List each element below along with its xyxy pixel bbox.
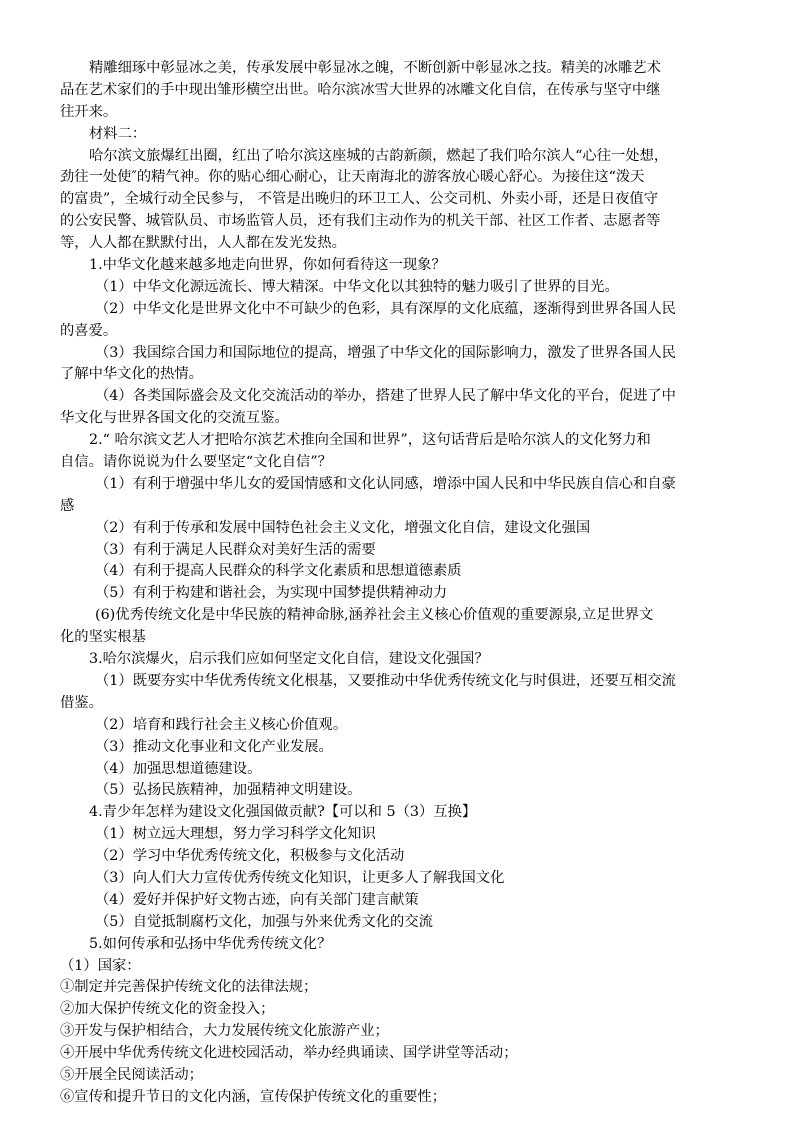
text-line: ③开发与保护相结合，大力发展传统文化旅游产业； xyxy=(60,1023,389,1040)
text-line: （3）我国综合国力和国际地位的提高，增强了中华文化的国际影响力，激发了世界各国人民 xyxy=(95,344,676,361)
text-line: （2）学习中华优秀传统文化，积极参与文化活动 xyxy=(95,848,405,865)
text-line: 材料二： xyxy=(89,125,147,142)
text-line: （3）向人们大力宣传优秀传统文化知识，让更多人了解我国文化 xyxy=(95,869,505,886)
text-line: ②加大保护传统文化的资金投入； xyxy=(60,1001,275,1018)
text-line: (6)优秀传统文化是中华民族的精神命脉,涵养社会主义核心价值观的重要源泉,立足世界文 xyxy=(95,607,654,624)
text-line: 化的坚实根基 xyxy=(60,629,146,646)
text-line: 华文化与世界各国文化的交流互鉴。 xyxy=(60,410,289,427)
document-body xyxy=(60,58,736,1109)
text-line: 劲往一处使″的精气神。你的贴心细心耐心，让天南海北的游客放心暖心舒心。为接住这“泼天 xyxy=(60,169,645,186)
text-line: ⑤开展全民阅读活动； xyxy=(60,1066,203,1083)
text-line: 的公安民警、城管队员、市场监管人员，还有我们主动作为的机关干部、社区工作者、志愿者等 xyxy=(60,213,661,230)
text-line: 精雕细琢中彰显冰之美，传承发展中彰显冰之魄，不断创新中彰显冰之技。精美的冰雕艺术 xyxy=(89,60,661,76)
text-line: 借鉴。 xyxy=(60,694,103,711)
text-line: 5.如何传承和弘扬中华优秀传统文化？ xyxy=(89,935,332,952)
text-line: （5）弘扬民族精神，加强精神文明建设。 xyxy=(95,782,362,799)
text-line: （2）有利于传承和发展中国特色社会主义文化，增强文化自信，建设文化强国 xyxy=(95,519,591,536)
text-line: ①制定并完善保护传统文化的法律法规； xyxy=(60,979,318,996)
text-line: （5）自觉抵制腐朽文化，加强与外来优秀文化的交流 xyxy=(95,913,433,930)
text-line: 品在艺术家们的手中现出雏形横空出世。哈尔滨冰雪大世界的冰雕文化自信，在传承与坚守中继 xyxy=(60,81,661,98)
text-line: （2）中华文化是世界文化中不可缺少的色彩，具有深厚的文化底蕴，逐渐得到世界各国人民 xyxy=(95,300,676,317)
text-line: 往开来。 xyxy=(60,103,118,120)
text-line: ④开展中华优秀传统文化进校园活动，举办经典诵读、国学讲堂等活动； xyxy=(60,1045,518,1062)
text-line: （1）国家： xyxy=(60,957,141,974)
text-line: （4）加强思想道德建设。 xyxy=(95,760,262,777)
text-line: 等，人人都在默默付出，人人都在发光发热。 xyxy=(60,235,346,252)
text-line: （1）有利于增强中华儿女的爱国情感和文化认同感，增添中国人民和中华民族自信心和自豪 xyxy=(95,475,676,492)
text-line: 的喜爱。 xyxy=(60,322,118,339)
text-line: （4）各类国际盛会及文化交流活动的举办，搭建了世界人民了解中华文化的平台，促进了中 xyxy=(95,388,676,405)
text-line: （1）树立远大理想，努力学习科学文化知识 xyxy=(95,826,376,843)
text-line: 自信。请你说说为什么要坚定“文化自信”？ xyxy=(60,454,332,471)
text-line: 3.哈尔滨爆火，启示我们应如何坚定文化自信，建设文化强国？ xyxy=(89,651,489,668)
text-line: ⑥宣传和提升节日的文化内涵，宣传保护传统文化的重要性； xyxy=(60,1088,447,1105)
text-line: 4.青少年怎样为建设文化强国做贡献?【可以和 5（3）互换】 xyxy=(89,804,477,821)
text-line: （3）推动文化事业和文化产业发展。 xyxy=(95,738,333,755)
text-line: （4）爱好并保护好文物古迹，向有关部门建言献策 xyxy=(95,891,419,908)
text-line: 的富贵”，全城行动全民参与， 不管是出晚归的环卫工人、公交司机、外卖小哥，还是日夜值守 xyxy=(60,191,659,208)
text-line: 哈尔滨文旅爆红出圈，红出了哈尔滨这座城的古韵新颜，燃起了我们哈尔滨人“心往一处想， xyxy=(89,147,669,164)
text-line: 2.“ 哈尔滨文艺人才把哈尔滨艺术推向全国和世界”，这句话背后是哈尔滨人的文化努力和 xyxy=(89,432,651,449)
text-line: （3）有利于满足人民群众对美好生活的需要 xyxy=(95,541,376,558)
text-line: 感 xyxy=(60,497,75,514)
text-line: 1.中华文化越来越多地走向世界，你如何看待这一现象？ xyxy=(89,257,446,274)
text-line: （5）有利于构建和谐社会，为实现中国梦提供精神动力 xyxy=(95,585,448,602)
text-line: （1）中华文化源远流长、博大精深。中华文化以其独特的魅力吸引了世界的目光。 xyxy=(95,278,619,295)
text-line: （4）有利于提高人民群众的科学文化素质和思想道德素质 xyxy=(95,563,462,580)
text-line: 了解中华文化的热情。 xyxy=(60,366,203,383)
text-line: （1）既要夯实中华优秀传统文化根基，又要推动中华优秀传统文化与时俱进，还要互相交流 xyxy=(95,672,676,689)
text-line: （2）培育和践行社会主义核心价值观。 xyxy=(95,716,348,733)
